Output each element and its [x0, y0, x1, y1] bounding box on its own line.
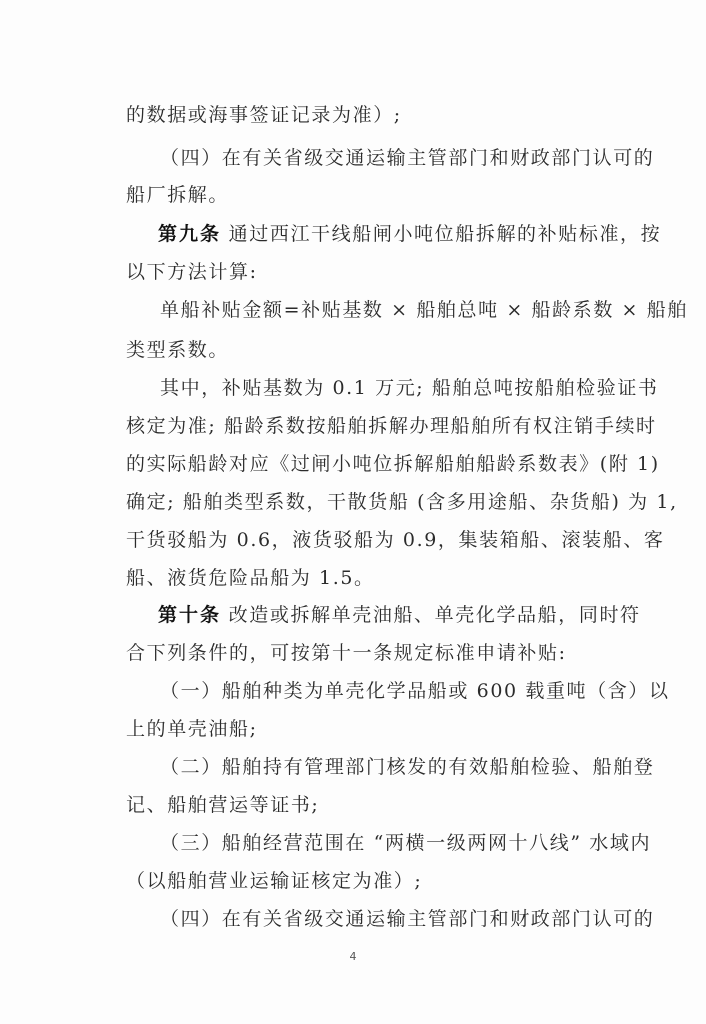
text-line-20: [160, 826, 651, 860]
text-line-10: [126, 447, 660, 481]
formula-line: [160, 293, 688, 327]
text-line-9: [126, 409, 657, 443]
line-text: 类型系数。: [126, 339, 230, 361]
article-9-label: 第九条: [158, 223, 222, 245]
line-text: 核定为准; 船龄系数按船舶拆解办理船舶所有权注销手续时: [126, 415, 657, 437]
text-line-12: [126, 523, 665, 557]
line-text: 确定; 船舶类型系数，干散货船 (含多用途船、杂货船) 为 1,: [126, 491, 678, 513]
text-line-8: [160, 371, 659, 405]
page-number: 4: [349, 950, 357, 963]
text-line-21: [126, 864, 422, 898]
line-text: 记、船舶营运等证书;: [126, 794, 320, 816]
text-line-11: [126, 485, 678, 519]
text-line-19: [126, 788, 319, 822]
text-line-22: [160, 902, 654, 936]
line-text: 船、液货危险品船为 1.5。: [126, 567, 375, 589]
line-text: （四）在有关省级交通运输主管部门和财政部门认可的: [160, 908, 655, 930]
line-text: 船厂拆解。: [126, 184, 230, 206]
text-line-3: [126, 178, 229, 212]
line-text: （二）船舶持有管理部门核发的有效船舶检验、船舶登: [160, 756, 655, 778]
text-line-7: [126, 333, 229, 367]
article-9-heading-line: [158, 217, 661, 251]
line-text: 单船补贴金额=补贴基数 × 船舶总吨 × 船龄系数 × 船舶: [160, 299, 688, 321]
line-text: （以船舶营业运输证核定为准）;: [126, 870, 423, 892]
line-text: （三）船舶经营范围在 “两横一级两网十八线” 水域内: [160, 832, 652, 854]
text-line-16: [160, 674, 670, 708]
line-text: 上的单壳油船;: [126, 718, 258, 740]
text-line-5: [126, 255, 258, 289]
line-text: （一）船舶种类为单壳化学品船或 600 载重吨（含）以: [160, 680, 670, 702]
text-line-18: [160, 750, 654, 784]
line-text: 其中，补贴基数为 0.1 万元; 船舶总吨按船舶检验证书: [160, 377, 659, 399]
line-text: 改造或拆解单壳油船、单壳化学品船，同时符: [221, 604, 641, 626]
line-text: （四）在有关省级交通运输主管部门和财政部门认可的: [160, 147, 655, 169]
text-line-13: [126, 561, 375, 595]
line-text: 以下方法计算:: [126, 261, 258, 283]
line-text: 的数据或海事签证记录为准）;: [126, 104, 402, 126]
text-line-1: [126, 98, 402, 132]
article-10-label: 第十条: [158, 604, 222, 626]
text-line-17: [126, 712, 258, 746]
article-10-heading-line: [158, 598, 641, 632]
line-text: 通过西江干线船闸小吨位船拆解的补贴标准，按: [221, 223, 662, 245]
text-line-15: [126, 636, 567, 670]
text-line-2: [160, 141, 654, 175]
line-text: 干货驳船为 0.6，液货驳船为 0.9，集装箱船、滚装船、客: [126, 529, 665, 551]
line-text: 的实际船龄对应《过闸小吨位拆解船舶船龄系数表》(附 1): [126, 453, 660, 475]
line-text: 合下列条件的，可按第十一条规定标准申请补贴:: [126, 642, 567, 664]
